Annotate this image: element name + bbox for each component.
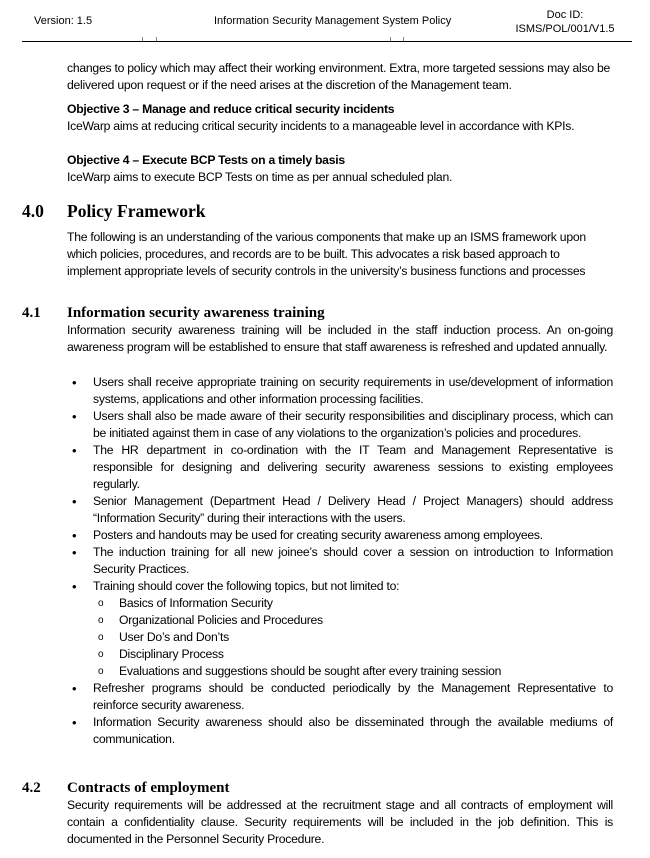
training-topics-list	[93, 595, 613, 680]
header-column-tick	[156, 37, 157, 41]
section-title: Contracts of employment	[67, 780, 230, 796]
header-divider	[22, 41, 632, 42]
bullet-item: • The induction training for all new joinee’s should cover a session on introduction to Information Security Practices.	[67, 544, 613, 578]
sub-bullet-item: o Basics of Information Security	[93, 595, 613, 612]
doc-id	[500, 8, 630, 36]
objective-3	[67, 101, 613, 135]
bullet-item: • Senior Management (Department Head / Delivery Head / Project Managers) should address “Information Security” during their interactions with the users.	[67, 493, 613, 527]
objective-4-title: Objective 4 – Execute BCP Tests on a timely basis	[67, 153, 345, 167]
sub-bullet-item: o Organizational Policies and Procedures	[93, 612, 613, 629]
section-number: 4.0	[22, 201, 44, 221]
bullet-item: • Refresher programs should be conducted periodically by the Management Representative to reinforce security awareness.	[67, 680, 613, 714]
document-title: Information Security Management System Policy	[214, 15, 452, 27]
section-4-1-paragraph: Information security awareness training will be included in the staff induction process. An on-going awareness program will be established to ensure that staff awareness is refreshed and updated annually.	[67, 323, 613, 354]
doc-id-label: Doc ID:	[546, 9, 584, 21]
awareness-bullet-list	[67, 374, 613, 748]
header-column-tick	[142, 37, 143, 41]
bullet-item: • Posters and handouts may be used for creating security awareness among employees.	[67, 527, 613, 544]
bullet-item-training-topics	[67, 578, 613, 680]
bullet-item: • Users shall also be made aware of their security responsibilities and disciplinary process, which can be initiated against them in case of any violations to the organization’s policies and procedures.	[67, 408, 613, 442]
bullet-text: Training should cover the following topics, but not limited to:	[93, 579, 400, 593]
sub-bullet-item: o Disciplinary Process	[93, 646, 613, 663]
section-title: Policy Framework	[67, 201, 206, 221]
sub-bullet-item: o Evaluations and suggestions should be sought after every training session	[93, 663, 613, 680]
doc-id-value: ISMS/POL/001/V1.5	[515, 23, 615, 35]
header-column-tick	[390, 37, 391, 41]
section-number: 4.1	[22, 305, 41, 321]
objective-3-text: IceWarp aims at reducing critical security incidents to a manageable level in accordance with KPIs.	[67, 119, 575, 133]
header-column-tick	[403, 37, 404, 41]
bullet-item: • Users shall receive appropriate training on security requirements in use/development of information systems, applications and other information processing facilities.	[67, 374, 613, 408]
section-4-2-paragraph: Security requirements will be addressed at the recruitment stage and all contracts of employment will contain a confidentiality clause. Security requirements will be included in the job definition. This is documented in the Personnel Security Procedure.	[67, 798, 613, 846]
section-title: Information security awareness training	[67, 305, 325, 321]
section-number: 4.2	[22, 780, 41, 796]
intro-continuation: changes to policy which may affect their working environment. Extra, more targeted sessions may also be delivered upon request or if the need arises at the discretion of the Management team.	[67, 61, 611, 92]
objective-4-text: IceWarp aims to execute BCP Tests on time as per annual scheduled plan.	[67, 170, 453, 184]
sub-bullet-item: o User Do’s and Don’ts	[93, 629, 613, 646]
page-header	[22, 0, 632, 42]
objective-4	[67, 152, 613, 186]
version-label: Version: 1.5	[34, 15, 93, 27]
bullet-item: • Information Security awareness should also be disseminated through the available mediums of communication.	[67, 714, 613, 748]
bullet-item: • The HR department in co-ordination with the IT Team and Management Representative is responsible for designing and delivering security awareness sessions to existing employees regularly.	[67, 442, 613, 493]
section-4-0-paragraph: The following is an understanding of the various components that make up an ISMS framework upon which policies, procedures, and records are to be built. This advocates a risk based approach to implement appropriate levels of security controls in the university’s business functions and processes	[67, 230, 586, 278]
objective-3-title: Objective 3 – Manage and reduce critical security incidents	[67, 102, 395, 116]
